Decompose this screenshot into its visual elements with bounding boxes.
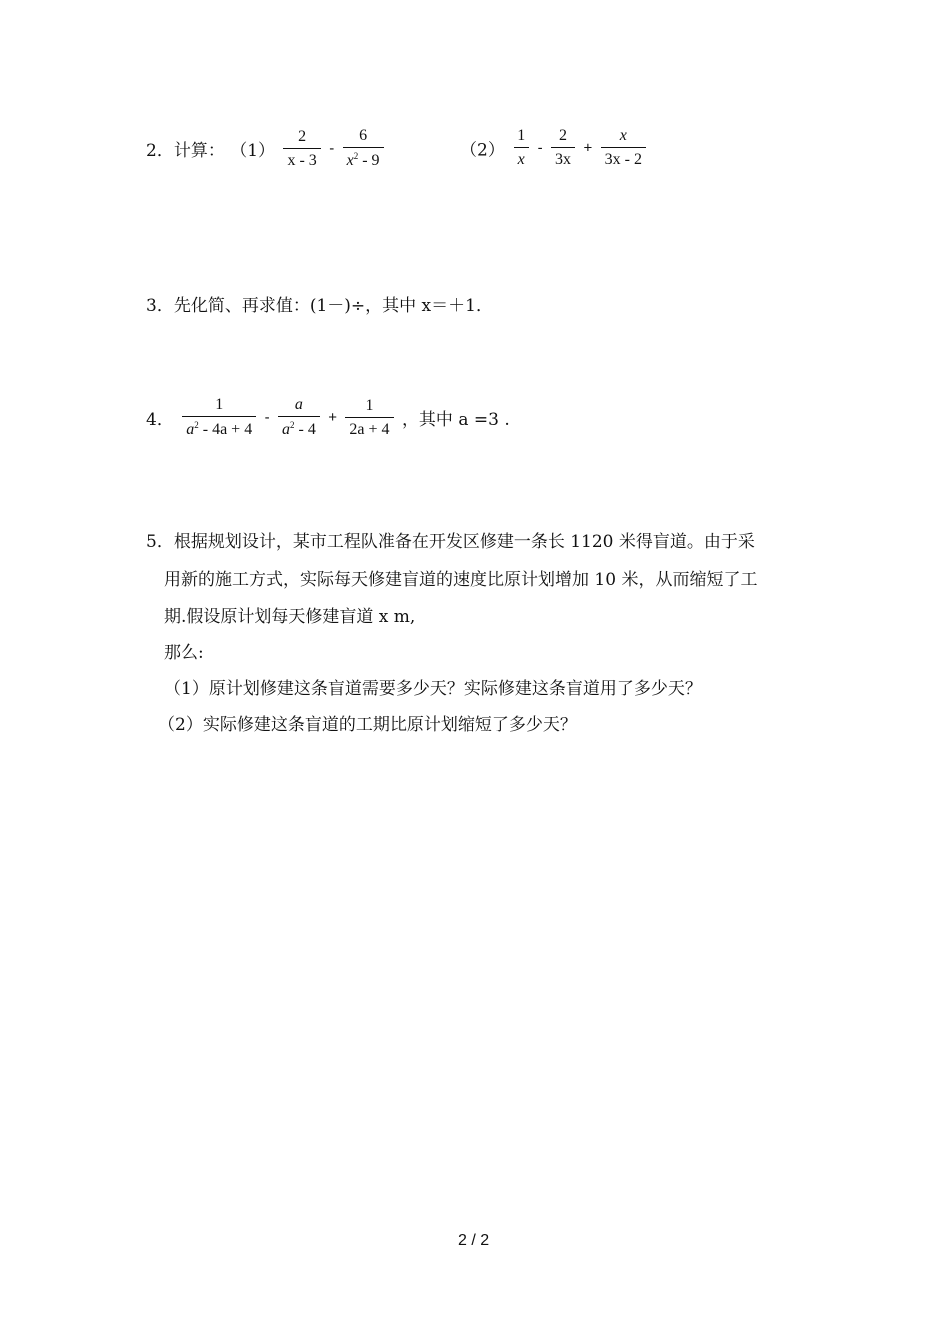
question-4	[146, 397, 510, 438]
question-2-part-2	[460, 128, 649, 168]
q4-condition: ，其中 a =3 .	[401, 410, 510, 430]
question-5-line-4: 那么:	[164, 643, 204, 663]
q4-label: 4．	[146, 410, 174, 430]
minus-operator: -	[537, 139, 543, 157]
q2-label: 2．计算：	[146, 141, 225, 161]
fraction-1-over-x: $\frac{1}{x}$	[513, 128, 529, 168]
fraction-a-over-a2-4: $\frac{a}{a^2 - 4}$	[278, 397, 320, 438]
plus-operator: +	[583, 139, 593, 157]
fraction-1-over-2a-4: $\frac{1}{2a + 4}$	[345, 398, 393, 438]
minus-operator: -	[264, 409, 270, 426]
minus-operator: -	[329, 140, 335, 157]
q2-part1-label: （1）	[230, 141, 276, 161]
question-2	[146, 128, 387, 169]
question-5-line-3: 期.假设原计划每天修建盲道 x m,	[164, 607, 416, 627]
question-5-sub-1: （1）原计划修建这条盲道需要多少天？实际修建这条盲道用了多少天？	[164, 679, 702, 699]
fraction-1-over-a2-4a-4: $\frac{1}{a^2 - 4a + 4}$	[182, 397, 256, 438]
fraction-x-over-3x-2: $\frac{x}{3x - 2}$	[601, 128, 646, 168]
question-5-line-2: 用新的施工方式，实际每天修建盲道的速度比原计划增加 10 米，从而缩短了工	[164, 570, 758, 590]
fraction-2-over-x-3: $\frac{2}{x - 3}$	[283, 129, 320, 169]
fraction-6-over-x2-9: $\frac{6}{x^2 - 9}$	[343, 128, 384, 169]
question-5-line-1: 5．根据规划设计，某市工程队准备在开发区修建一条长 1120 米得盲道。由于采	[146, 532, 755, 552]
page-number: 2 / 2	[458, 1232, 490, 1249]
fraction-2-over-3x: $\frac{2}{3x}$	[551, 128, 575, 168]
question-3: 3．先化简、再求值：(1－)÷，其中 x＝＋1．	[146, 296, 493, 316]
plus-operator: +	[328, 409, 337, 426]
question-5-sub-2: （2）实际修建这条盲道的工期比原计划缩短了多少天？	[158, 715, 577, 735]
q2-part2-label: （2）	[460, 140, 505, 161]
